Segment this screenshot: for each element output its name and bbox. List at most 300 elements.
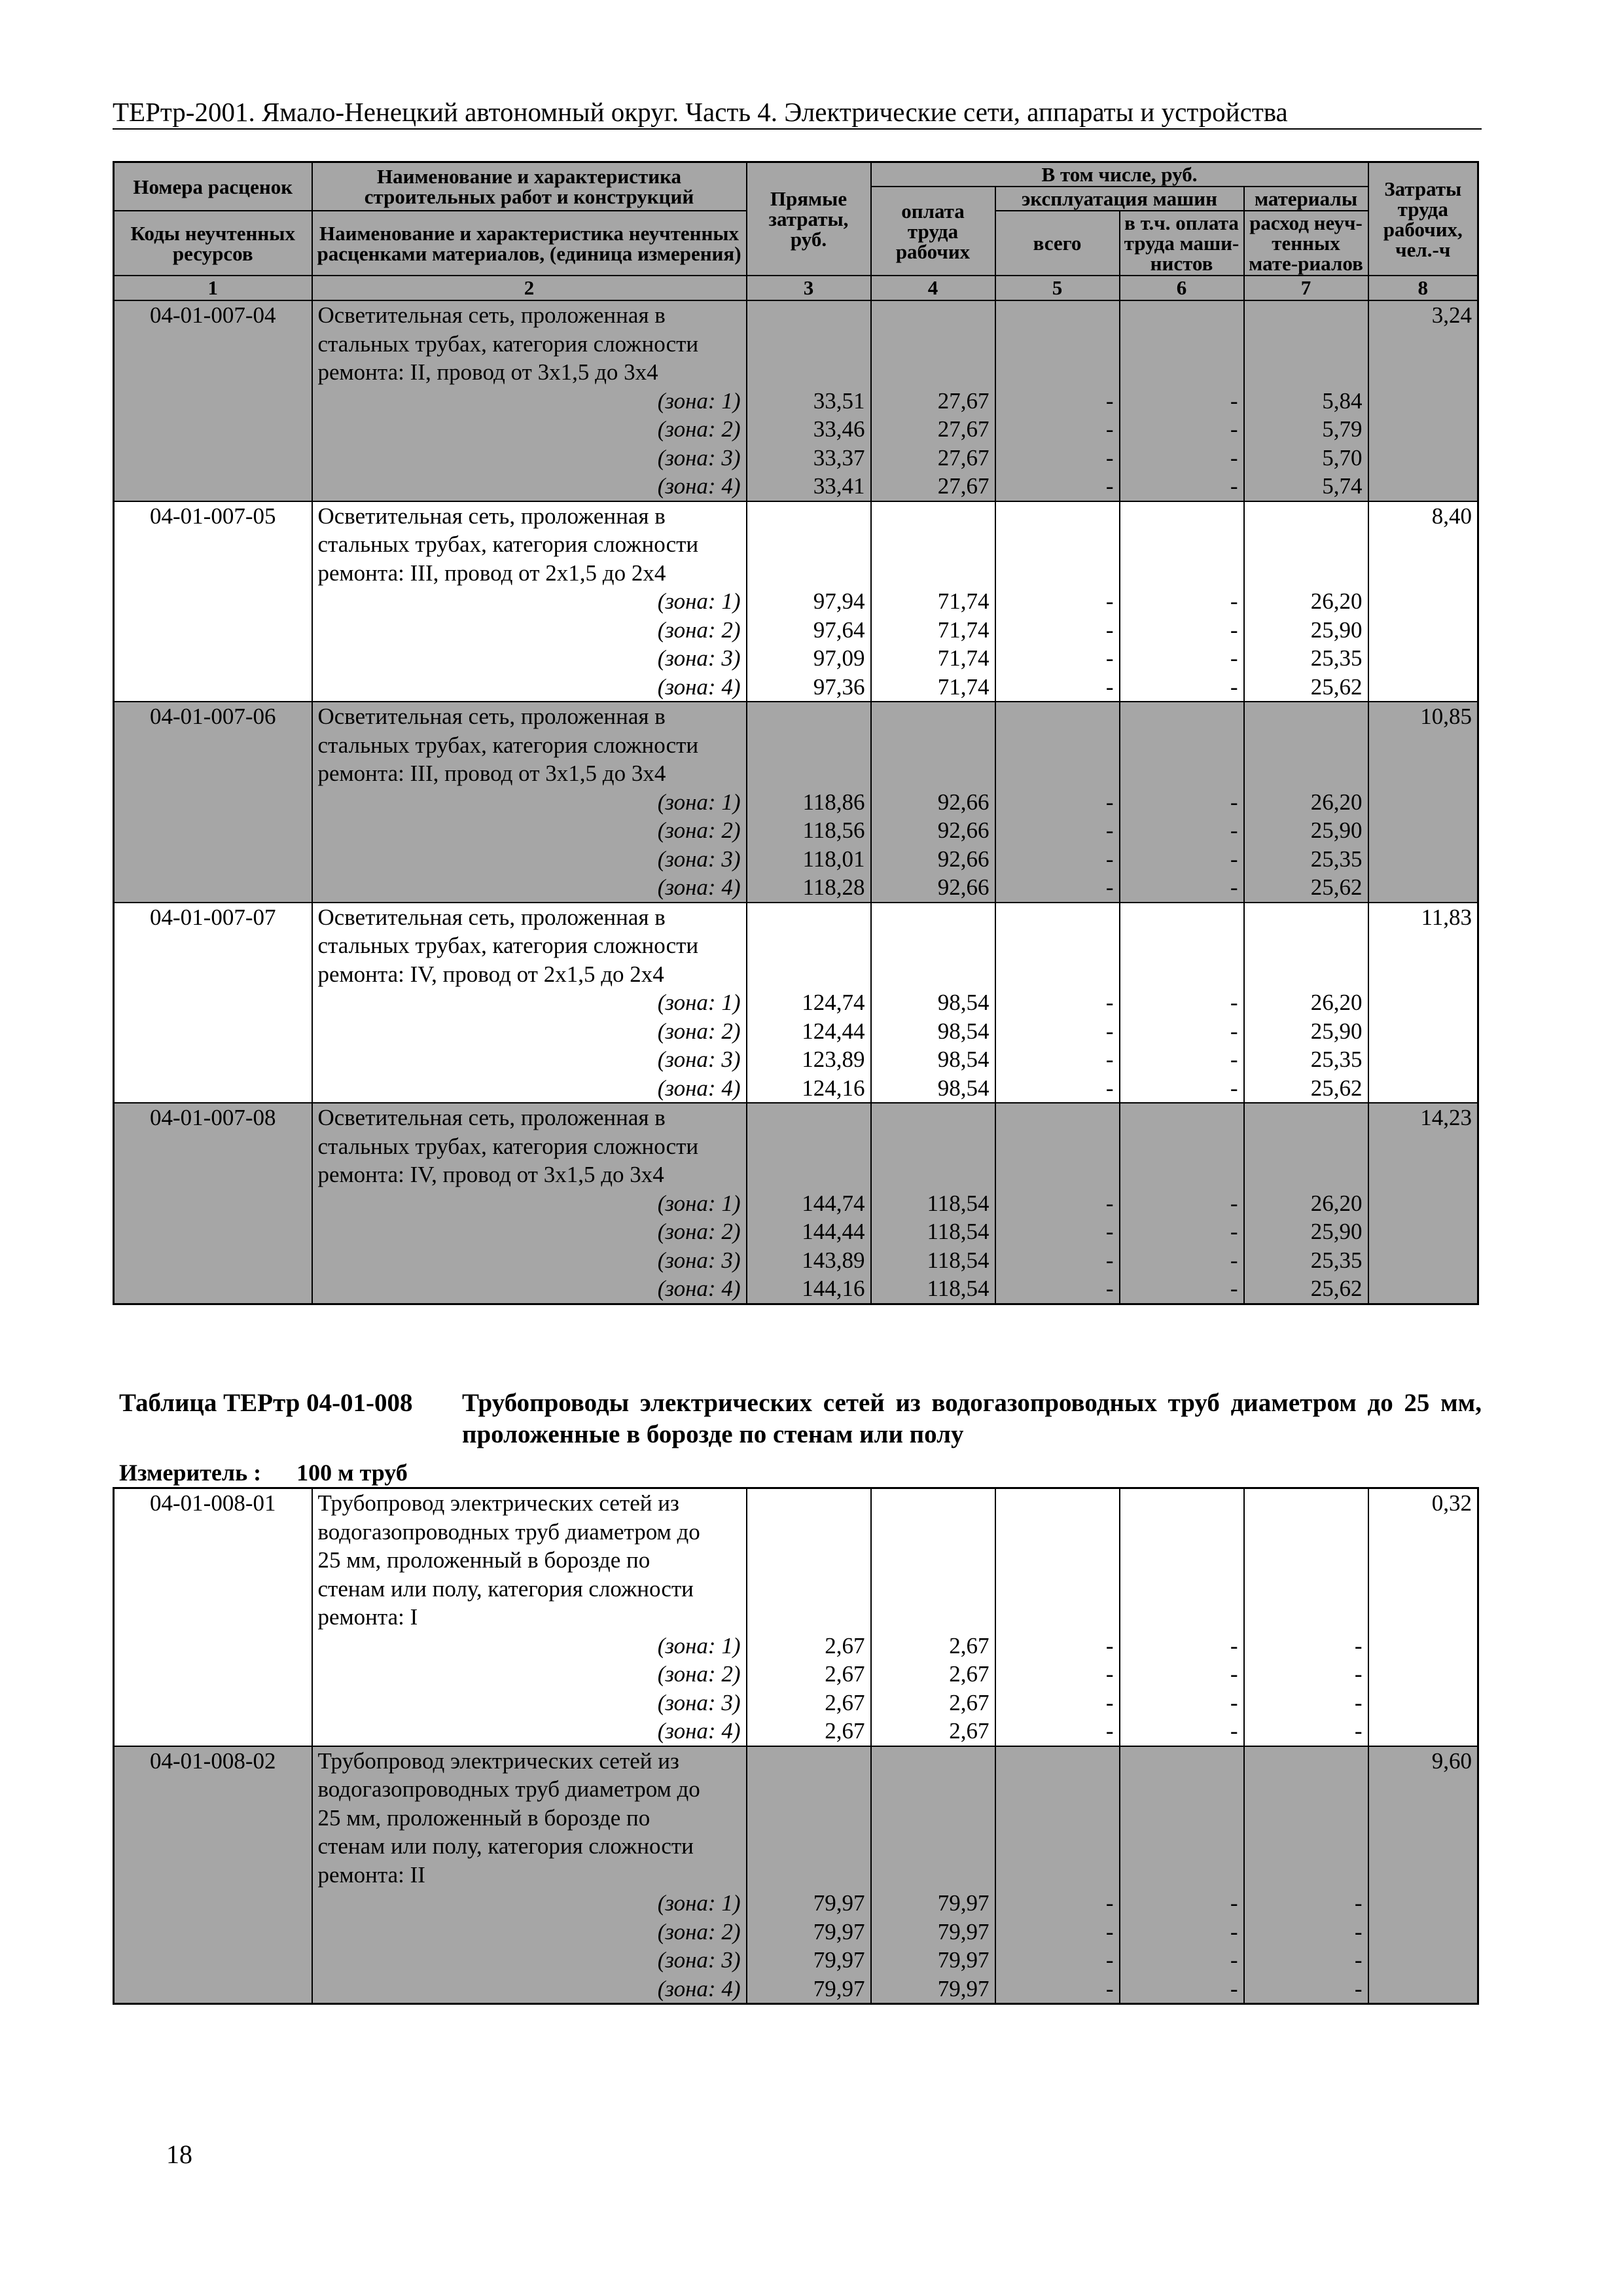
machinist-wages-value: -: [1120, 1274, 1244, 1304]
labor-costs: 8,40: [1368, 501, 1478, 531]
meter-unit: 100 м труб: [296, 1460, 408, 1486]
zone-row: [114, 1889, 1478, 1918]
direct-costs-value: 118,28: [747, 873, 871, 903]
empty-cell: [871, 1775, 995, 1804]
empty-cell: [1244, 1775, 1368, 1804]
empty-cell: [114, 587, 312, 616]
machine-total-value: -: [995, 1689, 1120, 1717]
empty-cell: [114, 444, 312, 473]
empty-cell: [1244, 1160, 1368, 1189]
direct-costs-value: 79,97: [747, 1975, 871, 2004]
empty-cell: [1368, 759, 1478, 788]
direct-costs-value: 33,41: [747, 472, 871, 501]
machinist-wages-value: -: [1120, 816, 1244, 845]
empty-cell: [995, 358, 1120, 387]
zone-row: [114, 1918, 1478, 1946]
empty-cell: [1244, 530, 1368, 559]
empty-cell: [114, 845, 312, 874]
empty-cell: [1120, 1804, 1244, 1833]
rate-code: 04-01-007-08: [114, 1103, 312, 1132]
empty-cell: [114, 759, 312, 788]
zone-row: [114, 816, 1478, 845]
rate-code: 04-01-008-02: [114, 1746, 312, 1776]
rate-description-line: стальных трубах, категория сложности: [312, 330, 747, 359]
rate-description-line: стальных трубах, категория сложности: [312, 530, 747, 559]
empty-cell: [114, 1660, 312, 1689]
rate-desc-row: [114, 1132, 1478, 1161]
direct-costs-value: 2,67: [747, 1660, 871, 1689]
machine-total-value: -: [995, 472, 1120, 501]
direct-costs-value: 97,94: [747, 587, 871, 616]
empty-cell: [1368, 1804, 1478, 1833]
empty-cell: [1244, 1832, 1368, 1861]
empty-cell: [995, 702, 1120, 731]
zone-row: [114, 1074, 1478, 1103]
worker-wages-value: 98,54: [871, 988, 995, 1017]
rate-desc-row: [114, 1603, 1478, 1632]
direct-costs-value: 143,89: [747, 1246, 871, 1275]
machine-total-value: -: [995, 988, 1120, 1017]
zone-label: (зона: 3): [312, 644, 747, 673]
empty-cell: [747, 358, 871, 387]
empty-cell: [114, 1889, 312, 1918]
empty-cell: [114, 1804, 312, 1833]
direct-costs-value: 79,97: [747, 1918, 871, 1946]
rate-description-line: ремонта: IV, провод от 2х1,5 до 2х4: [312, 960, 747, 989]
worker-wages-value: 79,97: [871, 1975, 995, 2004]
rate-desc-row: [114, 960, 1478, 989]
zone-label: (зона: 4): [312, 673, 747, 702]
worker-wages-value: 118,54: [871, 1274, 995, 1304]
column-number: 6: [1120, 276, 1244, 300]
rate-description-line: Осветительная сеть, проложенная в: [312, 1103, 747, 1132]
empty-cell: [1368, 988, 1478, 1017]
machine-total-value: -: [995, 673, 1120, 702]
meter-label: Измеритель :: [119, 1460, 262, 1486]
empty-cell: [1368, 1975, 1478, 2004]
empty-cell: [114, 931, 312, 960]
empty-cell: [1368, 673, 1478, 702]
empty-cell: [995, 1488, 1120, 1518]
header-machine-operation: эксплуатация машин: [995, 187, 1244, 211]
machinist-wages-value: -: [1120, 1246, 1244, 1275]
empty-cell: [871, 1746, 995, 1776]
direct-costs-value: 33,51: [747, 387, 871, 416]
direct-costs-value: 33,46: [747, 415, 871, 444]
empty-cell: [1368, 1217, 1478, 1246]
empty-cell: [871, 330, 995, 359]
materials-value: 25,35: [1244, 1246, 1368, 1275]
header-material-name: Наименование и характеристика неучтенных расценками материалов, (единица измерения): [312, 211, 747, 276]
empty-cell: [114, 988, 312, 1017]
empty-cell: [1120, 1603, 1244, 1632]
worker-wages-value: 92,66: [871, 816, 995, 845]
materials-value: -: [1244, 1717, 1368, 1746]
zone-row: [114, 587, 1478, 616]
rate-description-line: 25 мм, проложенный в борозде по: [312, 1546, 747, 1575]
zone-label: (зона: 1): [312, 988, 747, 1017]
worker-wages-value: 98,54: [871, 1045, 995, 1074]
empty-cell: [1244, 358, 1368, 387]
labor-costs: 0,32: [1368, 1488, 1478, 1518]
empty-cell: [114, 788, 312, 817]
empty-cell: [1244, 731, 1368, 760]
direct-costs-value: 2,67: [747, 1689, 871, 1717]
empty-cell: [1368, 1775, 1478, 1804]
zone-label: (зона: 3): [312, 444, 747, 473]
materials-value: 26,20: [1244, 587, 1368, 616]
zone-row: [114, 1632, 1478, 1660]
empty-cell: [1244, 1861, 1368, 1890]
worker-wages-value: 118,54: [871, 1246, 995, 1275]
worker-wages-value: 92,66: [871, 788, 995, 817]
empty-cell: [1120, 300, 1244, 330]
empty-cell: [114, 1603, 312, 1632]
rate-desc-row: [114, 1832, 1478, 1861]
empty-cell: [1120, 330, 1244, 359]
empty-cell: [1244, 1546, 1368, 1575]
empty-cell: [747, 330, 871, 359]
empty-cell: [747, 960, 871, 989]
machine-total-value: -: [995, 1274, 1120, 1304]
materials-value: 26,20: [1244, 988, 1368, 1017]
empty-cell: [995, 731, 1120, 760]
empty-cell: [1120, 759, 1244, 788]
empty-cell: [747, 1518, 871, 1547]
zone-label: (зона: 2): [312, 1217, 747, 1246]
zone-label: (зона: 4): [312, 873, 747, 903]
zone-label: (зона: 2): [312, 1660, 747, 1689]
empty-cell: [747, 559, 871, 588]
labor-costs: 10,85: [1368, 702, 1478, 731]
zone-label: (зона: 2): [312, 415, 747, 444]
zone-label: (зона: 1): [312, 1889, 747, 1918]
empty-cell: [1120, 1861, 1244, 1890]
empty-cell: [995, 1804, 1120, 1833]
empty-cell: [1120, 1575, 1244, 1604]
empty-cell: [1244, 931, 1368, 960]
machinist-wages-value: -: [1120, 1017, 1244, 1046]
header-resource-codes: Коды неучтенных ресурсов: [114, 211, 312, 276]
labor-costs: 14,23: [1368, 1103, 1478, 1132]
empty-cell: [1120, 903, 1244, 932]
empty-cell: [747, 931, 871, 960]
empty-cell: [1368, 1946, 1478, 1975]
rate-code: 04-01-007-04: [114, 300, 312, 330]
materials-value: 25,35: [1244, 845, 1368, 874]
empty-cell: [1120, 1103, 1244, 1132]
worker-wages-value: 118,54: [871, 1217, 995, 1246]
rate-description-line: стальных трубах, категория сложности: [312, 931, 747, 960]
empty-cell: [871, 1103, 995, 1132]
empty-cell: [1244, 702, 1368, 731]
zone-label: (зона: 4): [312, 1274, 747, 1304]
zone-row: [114, 644, 1478, 673]
rate-description-line: водогазопроводных труб диаметром до: [312, 1775, 747, 1804]
materials-value: 25,90: [1244, 1217, 1368, 1246]
empty-cell: [1120, 530, 1244, 559]
empty-cell: [1368, 559, 1478, 588]
empty-cell: [114, 530, 312, 559]
worker-wages-value: 2,67: [871, 1632, 995, 1660]
empty-cell: [1368, 788, 1478, 817]
empty-cell: [1244, 1132, 1368, 1161]
rate-desc-row: [114, 731, 1478, 760]
empty-cell: [114, 1975, 312, 2004]
zone-label: (зона: 3): [312, 1689, 747, 1717]
zone-label: (зона: 4): [312, 1074, 747, 1103]
empty-cell: [1368, 1660, 1478, 1689]
machinist-wages-value: -: [1120, 415, 1244, 444]
zone-label: (зона: 2): [312, 616, 747, 645]
zone-row: [114, 1189, 1478, 1218]
empty-cell: [747, 759, 871, 788]
empty-cell: [871, 1488, 995, 1518]
empty-cell: [1368, 816, 1478, 845]
zone-row: [114, 1689, 1478, 1717]
empty-cell: [871, 1832, 995, 1861]
rate-desc-row: [114, 1775, 1478, 1804]
zone-row: [114, 988, 1478, 1017]
rate-description-line: стальных трубах, категория сложности: [312, 1132, 747, 1161]
zone-label: (зона: 4): [312, 1975, 747, 2004]
machinist-wages-value: -: [1120, 1918, 1244, 1946]
empty-cell: [995, 759, 1120, 788]
materials-value: 26,20: [1244, 1189, 1368, 1218]
worker-wages-value: 71,74: [871, 587, 995, 616]
header-machinist-wages: в т.ч. оплата труда маши-нистов: [1120, 211, 1244, 276]
header-rate-numbers: Номера расценок: [114, 162, 312, 211]
empty-cell: [1368, 472, 1478, 501]
materials-value: 25,35: [1244, 644, 1368, 673]
empty-cell: [114, 960, 312, 989]
rates-body-007: [114, 300, 1478, 1304]
empty-cell: [747, 530, 871, 559]
machine-total-value: -: [995, 1074, 1120, 1103]
materials-value: -: [1244, 1632, 1368, 1660]
direct-costs-value: 144,44: [747, 1217, 871, 1246]
empty-cell: [1244, 1804, 1368, 1833]
materials-value: -: [1244, 1689, 1368, 1717]
worker-wages-value: 92,66: [871, 845, 995, 874]
machinist-wages-value: -: [1120, 845, 1244, 874]
worker-wages-value: 71,74: [871, 644, 995, 673]
empty-cell: [114, 1246, 312, 1275]
empty-cell: [114, 816, 312, 845]
direct-costs-value: 97,09: [747, 644, 871, 673]
rate-desc-row: [114, 330, 1478, 359]
zone-label: (зона: 3): [312, 845, 747, 874]
empty-cell: [1244, 559, 1368, 588]
rate-row: [114, 702, 1478, 731]
worker-wages-value: 79,97: [871, 1918, 995, 1946]
empty-cell: [871, 1603, 995, 1632]
empty-cell: [1244, 1488, 1368, 1518]
empty-cell: [1368, 616, 1478, 645]
direct-costs-value: 118,86: [747, 788, 871, 817]
header-machine-total: всего: [995, 211, 1120, 276]
machinist-wages-value: -: [1120, 1946, 1244, 1975]
worker-wages-value: 27,67: [871, 387, 995, 416]
materials-value: 5,84: [1244, 387, 1368, 416]
empty-cell: [1368, 1632, 1478, 1660]
empty-cell: [1120, 960, 1244, 989]
empty-cell: [995, 1160, 1120, 1189]
table-title-008: [113, 1388, 1482, 1450]
materials-value: 25,90: [1244, 1017, 1368, 1046]
empty-cell: [871, 300, 995, 330]
machinist-wages-value: -: [1120, 587, 1244, 616]
empty-cell: [995, 501, 1120, 531]
empty-cell: [114, 1518, 312, 1547]
rate-row: [114, 501, 1478, 531]
materials-value: -: [1244, 1889, 1368, 1918]
rate-description-line: Осветительная сеть, проложенная в: [312, 300, 747, 330]
labor-costs: 11,83: [1368, 903, 1478, 932]
empty-cell: [1368, 1832, 1478, 1861]
empty-cell: [1368, 1518, 1478, 1547]
direct-costs-value: 124,44: [747, 1017, 871, 1046]
rate-description-line: Осветительная сеть, проложенная в: [312, 702, 747, 731]
empty-cell: [114, 731, 312, 760]
column-number: 8: [1368, 276, 1478, 300]
machine-total-value: -: [995, 415, 1120, 444]
direct-costs-value: 33,37: [747, 444, 871, 473]
page-header: ТЕРтр-2001. Ямало-Ненецкий автономный округ. Часть 4. Электрические сети, аппараты и устройства: [113, 97, 1482, 130]
empty-cell: [1368, 731, 1478, 760]
empty-cell: [1244, 903, 1368, 932]
machine-total-value: -: [995, 444, 1120, 473]
empty-cell: [114, 415, 312, 444]
empty-cell: [114, 1717, 312, 1746]
empty-cell: [114, 330, 312, 359]
empty-cell: [1368, 1546, 1478, 1575]
empty-cell: [995, 1775, 1120, 1804]
labor-costs: 3,24: [1368, 300, 1478, 330]
materials-value: 25,62: [1244, 673, 1368, 702]
rate-description-line: водогазопроводных труб диаметром до: [312, 1518, 747, 1547]
header-materials: материалы: [1244, 187, 1368, 211]
empty-cell: [1368, 1189, 1478, 1218]
empty-cell: [995, 1103, 1120, 1132]
empty-cell: [871, 1861, 995, 1890]
empty-cell: [114, 616, 312, 645]
materials-value: 25,35: [1244, 1045, 1368, 1074]
zone-row: [114, 1660, 1478, 1689]
machine-total-value: -: [995, 873, 1120, 903]
machinist-wages-value: -: [1120, 1689, 1244, 1717]
materials-value: -: [1244, 1946, 1368, 1975]
machinist-wages-value: -: [1120, 873, 1244, 903]
empty-cell: [1368, 1132, 1478, 1161]
direct-costs-value: 118,56: [747, 816, 871, 845]
empty-cell: [114, 1632, 312, 1660]
rates-body-008: [114, 1488, 1478, 2004]
direct-costs-value: 124,16: [747, 1074, 871, 1103]
empty-cell: [1368, 1246, 1478, 1275]
empty-cell: [747, 1132, 871, 1161]
empty-cell: [871, 530, 995, 559]
materials-value: 5,79: [1244, 415, 1368, 444]
machinist-wages-value: -: [1120, 387, 1244, 416]
worker-wages-value: 98,54: [871, 1074, 995, 1103]
column-number: 4: [871, 276, 995, 300]
machinist-wages-value: -: [1120, 673, 1244, 702]
empty-cell: [747, 501, 871, 531]
rate-desc-row: [114, 530, 1478, 559]
column-numbers-row: [114, 276, 1478, 300]
empty-cell: [114, 1918, 312, 1946]
column-number: 1: [114, 276, 312, 300]
empty-cell: [995, 1861, 1120, 1890]
header-including: В том числе, руб.: [871, 162, 1368, 187]
empty-cell: [1368, 444, 1478, 473]
empty-cell: [1368, 873, 1478, 903]
machine-total-value: -: [995, 1217, 1120, 1246]
machinist-wages-value: -: [1120, 988, 1244, 1017]
machine-total-value: -: [995, 1246, 1120, 1275]
worker-wages-value: 98,54: [871, 1017, 995, 1046]
machine-total-value: -: [995, 1918, 1120, 1946]
header-labor-costs: Затраты труда рабочих, чел.-ч: [1368, 162, 1478, 276]
rate-desc-row: [114, 1546, 1478, 1575]
rate-desc-row: [114, 931, 1478, 960]
rate-row: [114, 1746, 1478, 1776]
empty-cell: [995, 1546, 1120, 1575]
machinist-wages-value: -: [1120, 616, 1244, 645]
rate-description-line: стенам или полу, категория сложности: [312, 1832, 747, 1861]
machine-total-value: -: [995, 616, 1120, 645]
empty-cell: [1368, 1918, 1478, 1946]
empty-cell: [114, 559, 312, 588]
materials-value: -: [1244, 1975, 1368, 2004]
header-worker-wages: оплата труда рабочих: [871, 187, 995, 276]
direct-costs-value: 144,74: [747, 1189, 871, 1218]
zone-row: [114, 1246, 1478, 1275]
empty-cell: [871, 931, 995, 960]
empty-cell: [1244, 759, 1368, 788]
empty-cell: [1368, 1689, 1478, 1717]
empty-cell: [1120, 358, 1244, 387]
empty-cell: [995, 931, 1120, 960]
machine-total-value: -: [995, 387, 1120, 416]
rate-desc-row: [114, 559, 1478, 588]
rate-description-line: ремонта: II: [312, 1861, 747, 1890]
materials-value: 25,62: [1244, 1274, 1368, 1304]
empty-cell: [114, 387, 312, 416]
empty-cell: [871, 1160, 995, 1189]
rate-desc-row: [114, 1518, 1478, 1547]
zone-row: [114, 616, 1478, 645]
machinist-wages-value: -: [1120, 644, 1244, 673]
empty-cell: [747, 731, 871, 760]
direct-costs-value: 2,67: [747, 1717, 871, 1746]
empty-cell: [1368, 1160, 1478, 1189]
empty-cell: [747, 1746, 871, 1776]
empty-cell: [747, 702, 871, 731]
rate-description-line: Осветительная сеть, проложенная в: [312, 903, 747, 932]
empty-cell: [1120, 1518, 1244, 1547]
machinist-wages-value: -: [1120, 788, 1244, 817]
zone-label: (зона: 3): [312, 1246, 747, 1275]
machinist-wages-value: -: [1120, 1889, 1244, 1918]
empty-cell: [114, 1274, 312, 1304]
rate-desc-row: [114, 1160, 1478, 1189]
materials-value: 25,90: [1244, 616, 1368, 645]
empty-cell: [114, 873, 312, 903]
empty-cell: [1244, 1518, 1368, 1547]
empty-cell: [114, 472, 312, 501]
